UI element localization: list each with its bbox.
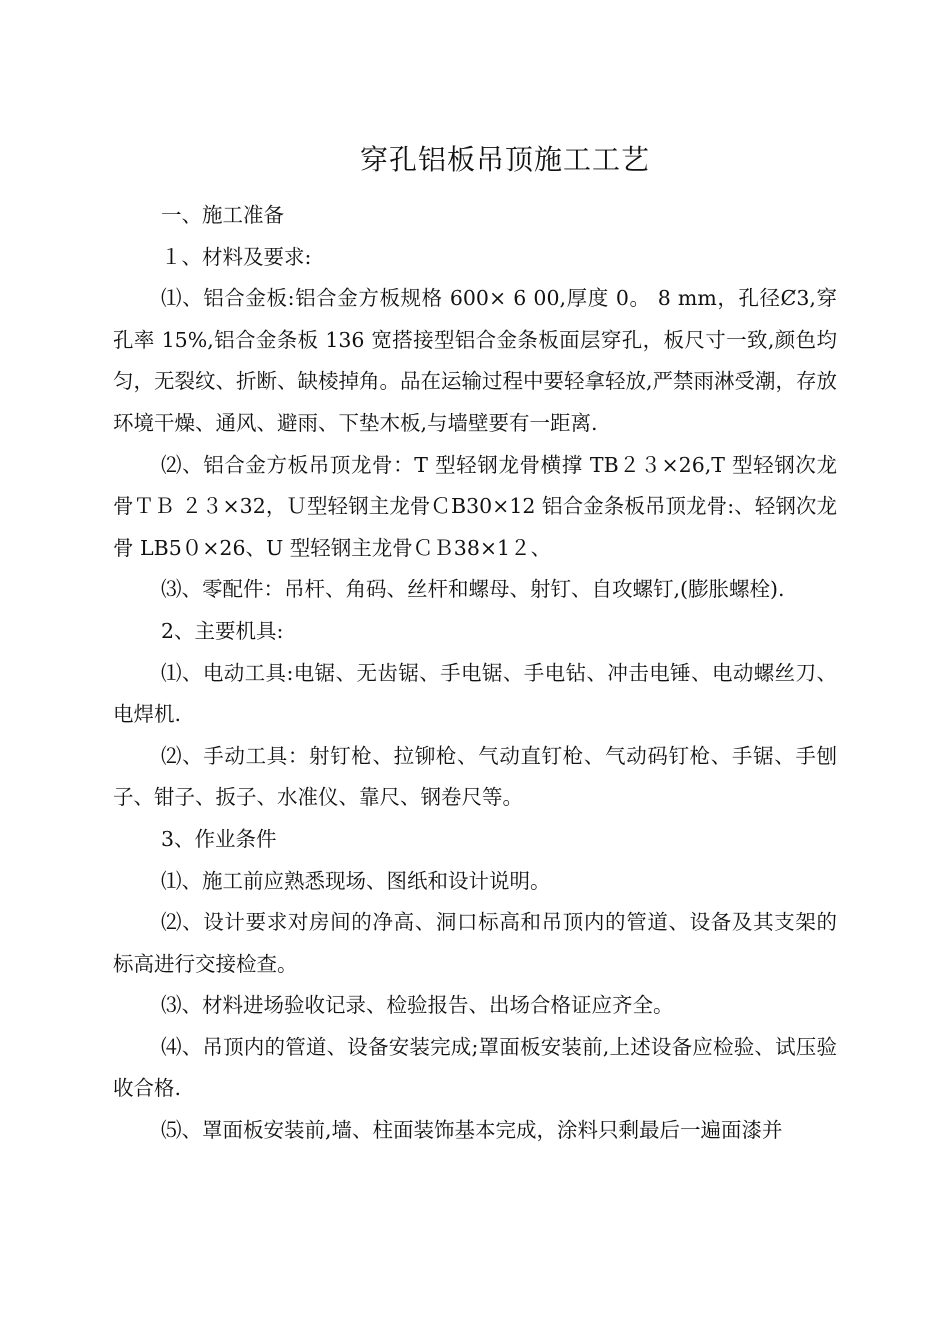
- document-title: 穿孔铝板吊顶施工工艺: [359, 143, 650, 176]
- paragraph-condition-2: ⑵、设计要求对房间的净高、洞口标高和吊顶内的管道、设备及其支架的标高进行交接检查。: [113, 910, 837, 976]
- paragraph-condition-3: ⑶、材料进场验收记录、检验报告、出场合格证应齐全。: [161, 993, 674, 1018]
- paragraph-electric-tools: ⑴、电动工具:电锯、无齿锯、手电锯、手电钻、冲击电锤、电动螺丝刀、电焊机.: [113, 660, 837, 727]
- paragraph-ceiling-keel: ⑵、铝合金方板吊顶龙骨：T 型轻钢龙骨横撑 TB２３×26,T 型轻钢次龙骨ＴＢ ２３×32，Ｕ型轻钢主龙骨ＣB30×12 铝合金条板吊顶龙骨:、轻钢次龙骨 LB5０×26、U 型轻钢主龙骨ＣＢ38×1２、: [113, 452, 837, 560]
- paragraph-manual-tools: ⑵、手动工具：射钉枪、拉铆枪、气动直钉枪、气动码钉枪、手锯、手刨子、钳子、扳子、水准仪、靠尺、钢卷尺等。: [113, 743, 837, 810]
- subsection-heading-work-conditions: 3、作业条件: [161, 826, 277, 851]
- paragraph-condition-4: ⑷、吊顶内的管道、设备安装完成;罩面板安装前,上述设备应检验、试压验收合格.: [113, 1034, 837, 1101]
- subsection-heading-tools: 2、主要机具:: [161, 618, 284, 643]
- paragraph-aluminum-panel: ⑴、铝合金板:铝合金方板规格 600× 6 00,厚度 0。 8 mm，孔径Ȼ3,穿孔率 15%,铝合金条板 136 宽搭接型铝合金条板面层穿孔，板尺寸一致,颜色均匀，无裂纹、折断、缺棱掉角。品在运输过程中要轻拿轻放,严禁雨淋受潮，存放环境干燥、通风、避雨、下垫木板,与墙壁要有一距离.: [113, 286, 838, 435]
- document-body: [113, 195, 837, 1152]
- paragraph-condition-5: ⑸、罩面板安装前,墙、柱面装饰基本完成，涂料只剩最后一遍面漆并: [161, 1118, 783, 1143]
- paragraph-accessories: ⑶、零配件：吊杆、角码、丝杆和螺母、射钉、自攻螺钉,(膨胀螺栓).: [161, 577, 785, 602]
- subsection-heading-materials: １、材料及要求:: [161, 244, 312, 269]
- section-heading-preparation: 一、施工准备: [161, 203, 284, 227]
- paragraph-condition-1: ⑴、施工前应熟悉现场、图纸和设计说明。: [161, 868, 551, 893]
